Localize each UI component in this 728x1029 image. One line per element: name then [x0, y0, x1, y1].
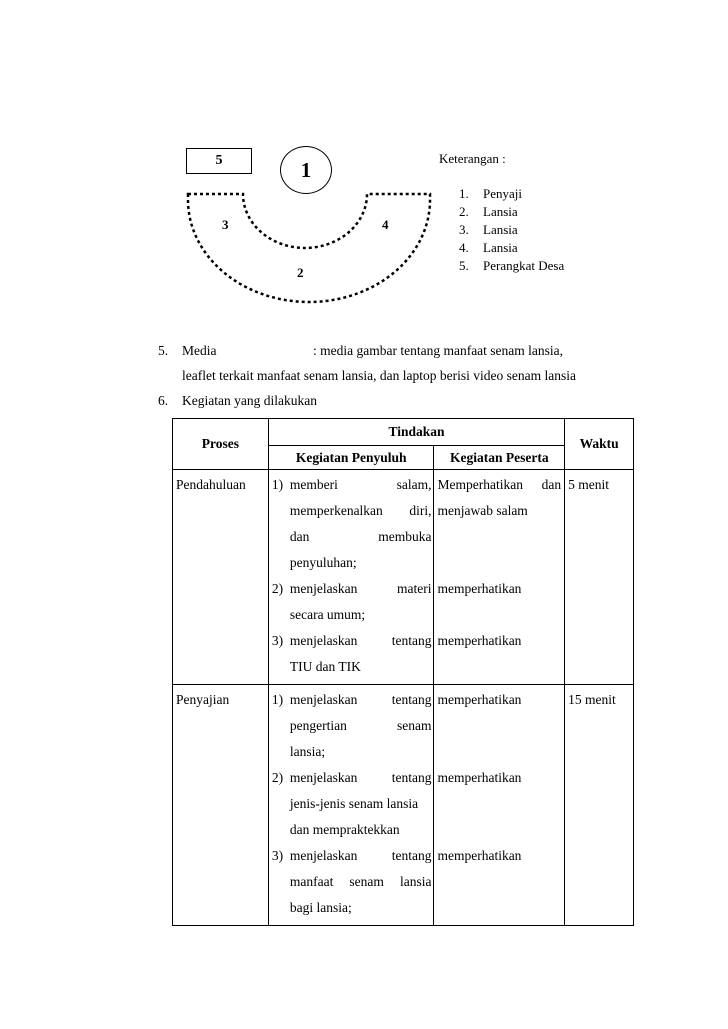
legend-item: 4. Lansia	[459, 240, 518, 255]
proses-cell: Pendahuluan	[176, 477, 246, 492]
legend-title: Keterangan :	[439, 151, 506, 166]
list-item: 2) menjelaskan materi secara umum;	[271, 581, 432, 622]
waktu-cell: 5 menit	[568, 477, 610, 492]
peserta-text: memperhatikan	[437, 633, 522, 648]
header-kegiatan-peserta: Kegiatan Peserta	[434, 446, 565, 470]
label-4: 4	[382, 217, 389, 232]
legend-item: 3. Lansia	[459, 222, 518, 237]
outer-seating-arc	[188, 194, 430, 302]
header-proses: Proses	[173, 419, 269, 470]
header-tindakan: Tindakan	[268, 419, 564, 446]
legend-item: 5. Perangkat Desa	[459, 258, 565, 273]
peserta-text: memperhatikan	[437, 770, 522, 785]
list-item: 3) menjelaskan tentang manfaat senam lansia bagi lansia;	[271, 848, 432, 915]
peserta-text: memperhatikan	[437, 581, 522, 596]
section-5-line1: 5. Media : media gambar tentang manfaat senam lansia,	[158, 343, 564, 358]
table-row	[173, 470, 634, 685]
label-3: 3	[222, 217, 229, 232]
peserta-text: memperhatikan	[437, 848, 522, 863]
seating-diagram	[0, 0, 728, 320]
box-perangkat-desa: 5	[186, 148, 252, 174]
header-waktu: Waktu	[565, 419, 634, 470]
list-item: 1) menjelaskan tentang pengertian senam lansia;	[271, 692, 432, 759]
legend-list	[459, 185, 564, 275]
circle-penyaji: 1	[280, 146, 332, 194]
peserta-text: menjawab salam	[437, 503, 528, 518]
waktu-cell: 15 menit	[568, 692, 616, 707]
section-5-line2: leaflet terkait manfaat senam lansia, dan laptop berisi video senam lansia	[182, 368, 576, 383]
activity-table	[172, 418, 634, 926]
peserta-text: Memperhatikan dan	[437, 477, 562, 492]
list-item: 1) memberi salam, memperkenalkan diri, dan membuka penyuluhan;	[271, 477, 432, 570]
table-row	[173, 685, 634, 926]
legend-item: 2. Lansia	[459, 204, 518, 219]
section-6-heading: 6. Kegiatan yang dilakukan	[158, 393, 317, 408]
proses-cell: Penyajian	[176, 692, 230, 707]
peserta-text: memperhatikan	[437, 692, 522, 707]
header-kegiatan-penyuluh: Kegiatan Penyuluh	[268, 446, 434, 470]
list-item: 3) menjelaskan tentang TIU dan TIK	[271, 633, 432, 674]
list-item: 2) menjelaskan tentang jenis-jenis senam lansia dan mempraktekkan	[271, 770, 432, 837]
legend-item: 1. Penyaji	[459, 186, 522, 201]
label-2: 2	[297, 265, 304, 280]
